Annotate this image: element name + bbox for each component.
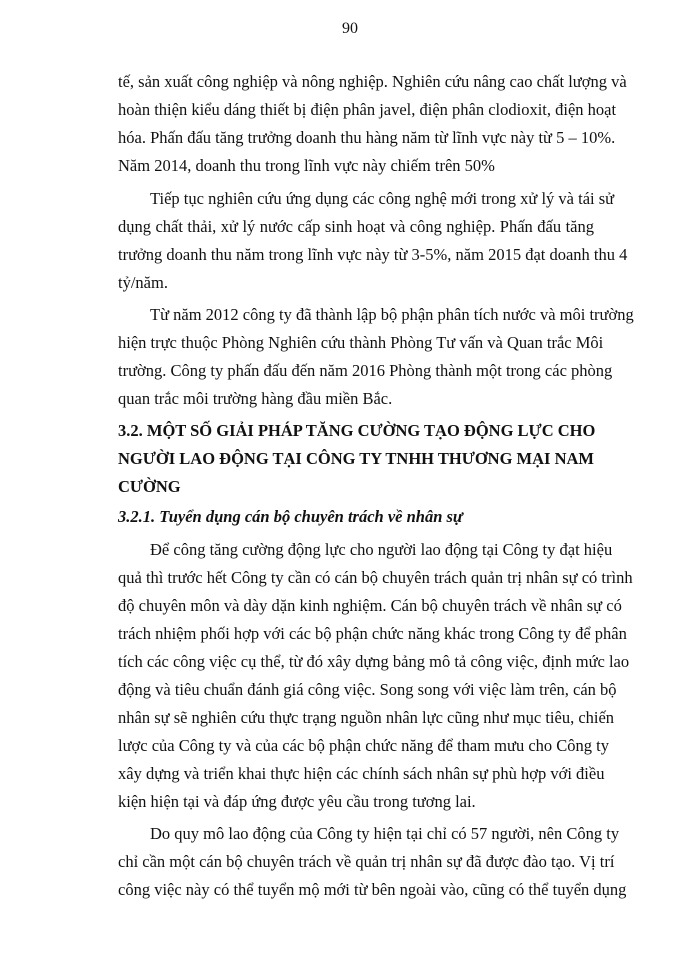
body-line: hóa. Phấn đấu tăng trưởng doanh thu hàng năm từ lĩnh vực này từ 5 – 10%. bbox=[118, 128, 616, 147]
section-heading: CƯỜNG bbox=[118, 477, 181, 496]
body-line: kiện hiện tại và đáp ứng được yêu cầu trong tương lai. bbox=[118, 792, 476, 811]
body-line: Từ năm 2012 công ty đã thành lập bộ phận phân tích nước và môi trường bbox=[150, 305, 634, 324]
body-line: hiện trực thuộc Phòng Nghiên cứu thành Phòng Tư vấn và Quan trắc Môi bbox=[118, 333, 604, 352]
body-line: Tiếp tục nghiên cứu ứng dụng các công nghệ mới trong xử lý và tái sử bbox=[150, 189, 615, 208]
body-line: tích các công việc cụ thể, từ đó xây dựng bảng mô tả công việc, định mức lao bbox=[118, 652, 630, 671]
body-line: trách nhiệm phối hợp với các bộ phận chức năng khác trong Công ty để phân bbox=[118, 624, 627, 643]
body-line: công việc này có thể tuyển mộ mới từ bên ngoài vào, cũng có thể tuyển dụng bbox=[118, 880, 627, 899]
body-line: Do quy mô lao động của Công ty hiện tại chỉ có 57 người, nên Công ty bbox=[150, 824, 620, 843]
body-line: độ chuyên môn và dày dặn kinh nghiệm. Cán bộ chuyên trách về nhân sự có bbox=[118, 596, 622, 615]
body-line: xây dựng và triển khai thực hiện các chính sách nhân sự phù hợp với điều bbox=[118, 764, 605, 783]
section-heading: 3.2. MỘT SỐ GIẢI PHÁP TĂNG CƯỜNG TẠO ĐỘNG LỰC CHO bbox=[118, 421, 596, 440]
body-line: động và tiêu chuẩn đánh giá công việc. Song song với việc làm trên, cán bộ bbox=[118, 680, 617, 699]
body-line: trường. Công ty phấn đấu đến năm 2016 Phòng thành một trong các phòng bbox=[118, 361, 613, 380]
body-line: quan trắc môi trường hàng đầu miền Bắc. bbox=[118, 389, 393, 408]
section-heading: NGƯỜI LAO ĐỘNG TẠI CÔNG TY TNHH THƯƠNG MẠI NAM bbox=[118, 449, 594, 468]
body-line: tế, sản xuất công nghiệp và nông nghiệp. Nghiên cứu nâng cao chất lượng và bbox=[118, 72, 627, 91]
body-line: hoàn thiện kiểu dáng thiết bị điện phân javel, điện phân clodioxit, điện hoạt bbox=[118, 100, 617, 119]
body-line: Năm 2014, doanh thu trong lĩnh vực này chiếm trên 50% bbox=[118, 156, 495, 175]
body-line: tỷ/năm. bbox=[118, 273, 168, 292]
body-line: lược của Công ty và của các bộ phận chức năng để tham mưu cho Công ty bbox=[118, 736, 609, 755]
body-line: dụng chất thải, xử lý nước cấp sinh hoạt và công nghiệp. Phấn đấu tăng bbox=[118, 217, 594, 236]
body-line: Để công tăng cường động lực cho người lao động tại Công ty đạt hiệu bbox=[150, 540, 613, 559]
page-number: 90 bbox=[342, 20, 358, 37]
subsection-heading: 3.2.1. Tuyển dụng cán bộ chuyên trách về nhân sự bbox=[118, 507, 463, 526]
body-line: chỉ cần một cán bộ chuyên trách về quản trị nhân sự đã được đào tạo. Vị trí bbox=[118, 852, 615, 871]
body-line: nhân sự sẽ nghiên cứu thực trạng nguồn nhân lực cũng như mục tiêu, chiến bbox=[118, 708, 615, 727]
body-line: trưởng doanh thu năm trong lĩnh vực này từ 3-5%, năm 2015 đạt doanh thu 4 bbox=[118, 245, 628, 264]
body-line: quả thì trước hết Công ty cần có cán bộ chuyên trách quản trị nhân sự có trình bbox=[118, 568, 633, 587]
